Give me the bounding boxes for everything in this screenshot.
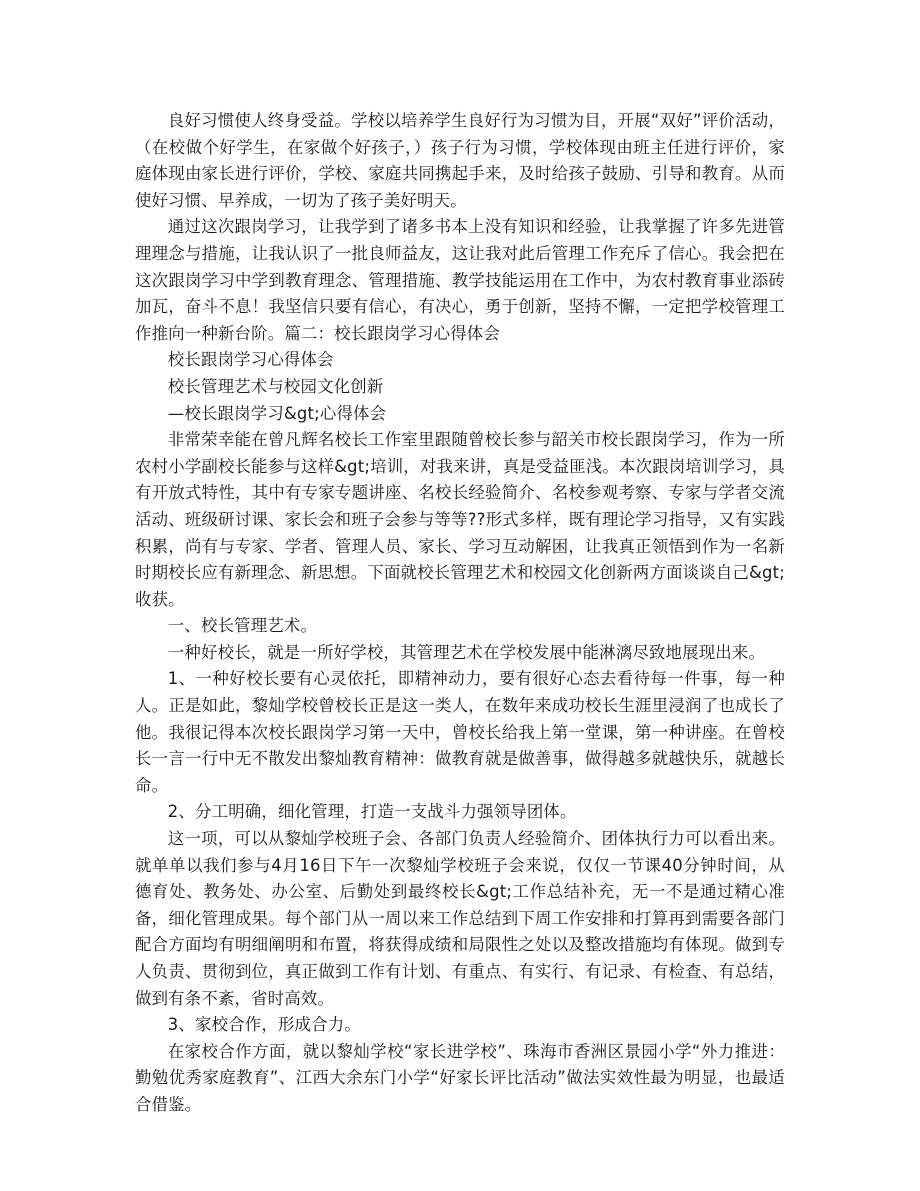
section-byline: —校长跟岗学习&gt;心得体会 [167, 403, 387, 423]
paragraph-point-2: 这一项，可以从黎灿学校班子会、各部门负责人经验简介、团体执行力可以看出来。就单单以我们参与4月16日下午一次黎灿学校班子会来说，仅仅一节课40分钟时间，从德育处、教务处、办公室、后勤处到最终校长&gt;工作总结补充，无一不是通过精心准备，细化管理成果。每个部门从一周以来工作总结到下周工作安排和打算再到需要各部门配合方面均有明细阐明和布置，将获得成绩和局限性之处以及整改措施均有体现。做到专人负责、贯彻到位，真正做到工作有计划、有重点、有实行、有记录、有检查、有总结，做到有条不紊，省时高效。 [135, 829, 785, 1008]
paragraph-introduction: 非常荣幸能在曾凡辉名校长工作室里跟随曾校长参与韶关市校长跟岗学习，作为一所农村小学副校长能参与这样&gt;培训，对我来讲，真是受益匪浅。本次跟岗培训学习，具有开放式特性，其中有专家专题讲座、名校长经验简介、名校参观考察、专家与学者交流活动、班级研讨课、家长会和班子会参与等等??形式多样，既有理论学习指导，又有实践积累，尚有与专家、学者、管理人员、家长、学习互动解困，让我真正领悟到作为一名新时期校长应有新理念、新思想。下面就校长管理艺术和校园文化创新两方面谈谈自己&gt;收获。 [135, 430, 785, 609]
heading-management-art: 一、校长管理艺术。 [167, 616, 318, 636]
section-subtitle: 校长管理艺术与校园文化创新 [167, 376, 384, 396]
paragraph-point-3: 在家校合作方面，就以黎灿学校“家长进学校”、珠海市香洲区景园小学“外力推进：勤勉优秀家庭教育”、江西大余东门小学“好家长评比活动”做法实效性最为明显，也最适合借鉴。 [135, 1041, 785, 1114]
document-body [135, 108, 785, 1119]
heading-point-2: 2、分工明确，细化管理，打造一支战斗力强领导团体。 [167, 802, 577, 822]
paragraph-point-1: 1、一种好校长要有心灵依托，即精神动力，要有很好心态去看待每一件事，每一种人。正是如此，黎灿学校曾校长正是这一类人，在数年来成功校长生涯里浸润了也成长了他。我很记得本次校长跟岗学习第一天中，曾校长给我上第一堂课，第一种讲座。在曾校长一言一行中无不散发出黎灿教育精神：做教育就是做善事，做得越多就越快乐，就越长命。 [135, 669, 785, 795]
section-title: 校长跟岗学习心得体会 [167, 350, 334, 370]
heading-point-3: 3、家校合作，形成合力。 [167, 1015, 361, 1035]
paragraph-learning-summary: 通过这次跟岗学习，让我学到了诸多书本上没有知识和经验，让我掌握了许多先进管理理念与措施，让我认识了一批良师益友，这让我对此后管理工作充斥了信心。我会把在这次跟岗学习中学到教育理念、管理措施、教学技能运用在工作中，为农村教育事业添砖加瓦，奋斗不息！我坚信只要有信心，有决心，勇于创新，坚持不懈，一定把学校管理工作推向一种新台阶。篇二：校长跟岗学习心得体会 [135, 217, 785, 343]
paragraph-habits: 良好习惯使人终身受益。学校以培养学生良好行为习惯为目，开展“双好”评价活动，（在校做个好学生，在家做个好孩子，）孩子行为习惯，学校体现由班主任进行评价，家庭体现由家长进行评价，学校、家庭共同携起手来，及时给孩子鼓励、引导和教育。从而使好习惯、早养成，一切为了孩子美好明天。 [135, 111, 785, 210]
paragraph-good-principal: 一种好校长，就是一所好学校，其管理艺术在学校发展中能淋漓尽致地展现出来。 [167, 642, 766, 662]
